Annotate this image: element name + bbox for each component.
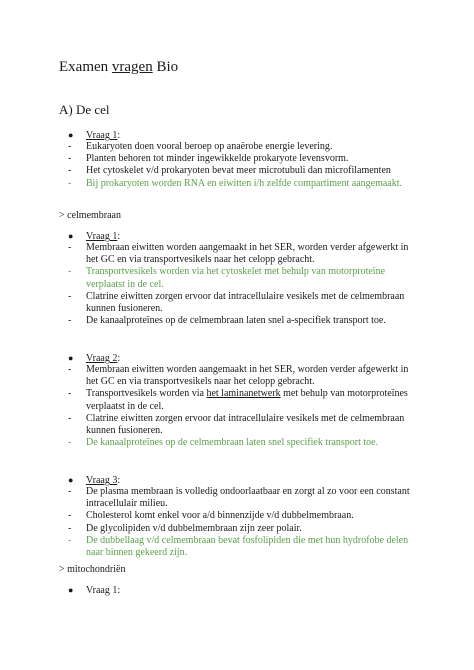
answer-item <box>68 315 418 327</box>
title-suffix: Bio <box>152 59 179 75</box>
answer-text: Bij prokaryoten worden RNA en eiwitten i/h zelfde compartiment aangemaakt. <box>86 177 403 189</box>
dash-icon: - <box>68 437 72 449</box>
question-colon: : <box>117 231 121 242</box>
dash-icon: - <box>68 534 72 546</box>
dash-icon: - <box>68 141 72 152</box>
dash-icon: - <box>68 315 72 327</box>
dash-icon: - <box>68 522 72 534</box>
bullet-icon: ● <box>68 130 74 140</box>
dash-icon: - <box>68 412 72 424</box>
answer-item <box>68 291 418 315</box>
question-colon: : <box>117 130 121 141</box>
subheading-mitochondrien: > mitochondriën <box>59 564 126 575</box>
answer-text: Clatrine eiwitten zorgen ervoor dat intracellulaire vesikels met de celmembraan kunnen fusioneren. <box>86 412 405 437</box>
answer-text: De glycolipiden v/d dubbelmembraan zijn zeer polair. <box>86 522 302 534</box>
dash-icon: - <box>68 510 72 522</box>
answer-text: De kanaalproteïnes op de celmembraan laten snel specifiek transport toe. <box>86 437 379 449</box>
answer-item-correct <box>68 535 418 559</box>
answer-text: Membraan eiwitten worden aangemaakt in het SER, worden verder afgewerkt in het GC en via transportvesikels naar het celopp gebracht. <box>86 242 409 266</box>
question-label: Vraag 2 <box>86 353 118 364</box>
dash-icon: - <box>68 165 72 177</box>
answer-text: Membraan eiwitten worden aangemaakt in het SER, worden verder afgewerkt in het GC en via transportvesikels naar het celopp gebracht. <box>86 364 409 388</box>
dash-icon: - <box>68 242 72 253</box>
title-prefix: Examen <box>59 59 112 75</box>
bullet-icon: ● <box>68 475 74 485</box>
question-label: Vraag 3 <box>86 475 118 486</box>
dash-icon: - <box>68 153 72 165</box>
dash-icon: - <box>68 486 72 497</box>
answer-text: Clatrine eiwitten zorgen ervoor dat intracellulaire vesikels met de celmembraan kunnen fusioneren. <box>86 290 405 315</box>
question-label: Vraag 1 <box>86 585 118 596</box>
dash-icon: - <box>68 266 72 278</box>
title-underlined: vragen <box>111 59 153 75</box>
answer-item <box>68 141 418 153</box>
bullet-icon: ● <box>68 585 74 595</box>
answer-item-correct <box>68 437 418 449</box>
answer-list-membraan-2 <box>68 364 418 449</box>
answer-list-membraan-1 <box>68 242 418 327</box>
answer-item <box>68 165 418 177</box>
question-colon: : <box>117 585 121 596</box>
answer-text: De kanaalproteïnes op de celmembraan laten snel a-specifiek transport toe. <box>86 315 386 327</box>
answer-text: De plasma membraan is volledig ondoorlaatbaar en zorgt al zo voor een constant intracellulair milieu. <box>86 486 410 510</box>
answer-item <box>68 364 418 388</box>
document-title <box>59 59 178 76</box>
dash-icon: - <box>68 388 72 400</box>
answer-item <box>68 486 418 510</box>
subheading-celmembraan: > celmembraan <box>59 210 121 221</box>
question-mito-1 <box>68 584 120 597</box>
dash-icon: - <box>68 177 72 189</box>
question-label: Vraag 1 <box>86 130 118 141</box>
question-colon: : <box>117 353 121 364</box>
answer-item <box>68 242 418 266</box>
answer-text: Eukaryoten doen vooral beroep op anaërobe energie levering. <box>86 141 333 152</box>
answer-list-membraan-3 <box>68 486 418 559</box>
section-heading-cel: A) De cel <box>59 102 110 117</box>
answer-item <box>68 510 418 522</box>
bullet-icon: ● <box>68 231 74 241</box>
answer-text: Transportvesikels worden via het cytoskelet met behulp van motorproteïne verplaatst in de cel. <box>86 266 386 290</box>
answer-item <box>68 153 418 165</box>
answer-text: Cholesterol komt enkel voor a/d binnenzijde v/d dubbelmembraan. <box>86 510 354 522</box>
answer-text: De dubbellaag v/d celmembraan bevat fosfolipiden die met hun hydrofobe delen naar binnen gekeerd zijn. <box>86 534 409 559</box>
answer-list-cel-1 <box>68 141 418 190</box>
question-label: Vraag 1 <box>86 231 118 242</box>
answer-item <box>68 523 418 535</box>
answer-item-correct <box>68 266 418 290</box>
answer-text: Het cytoskelet v/d prokaryoten bevat meer microtubuli dan microfilamenten <box>86 165 391 177</box>
answer-item <box>68 388 418 412</box>
answer-text-post: met behulp van motorproteïnes verplaatst in de cel. <box>86 388 408 412</box>
answer-item-correct <box>68 178 418 190</box>
question-colon: : <box>117 475 121 486</box>
answer-text-pre: Transportvesikels worden via <box>86 388 207 400</box>
answer-item <box>68 413 418 437</box>
dash-icon: - <box>68 290 72 302</box>
answer-text: Planten behoren tot minder ingewikkelde prokaryote levensvorm. <box>86 153 349 165</box>
answer-text-underlined: het laminanetwerk <box>206 388 281 400</box>
dash-icon: - <box>68 364 72 375</box>
bullet-icon: ● <box>68 353 74 363</box>
